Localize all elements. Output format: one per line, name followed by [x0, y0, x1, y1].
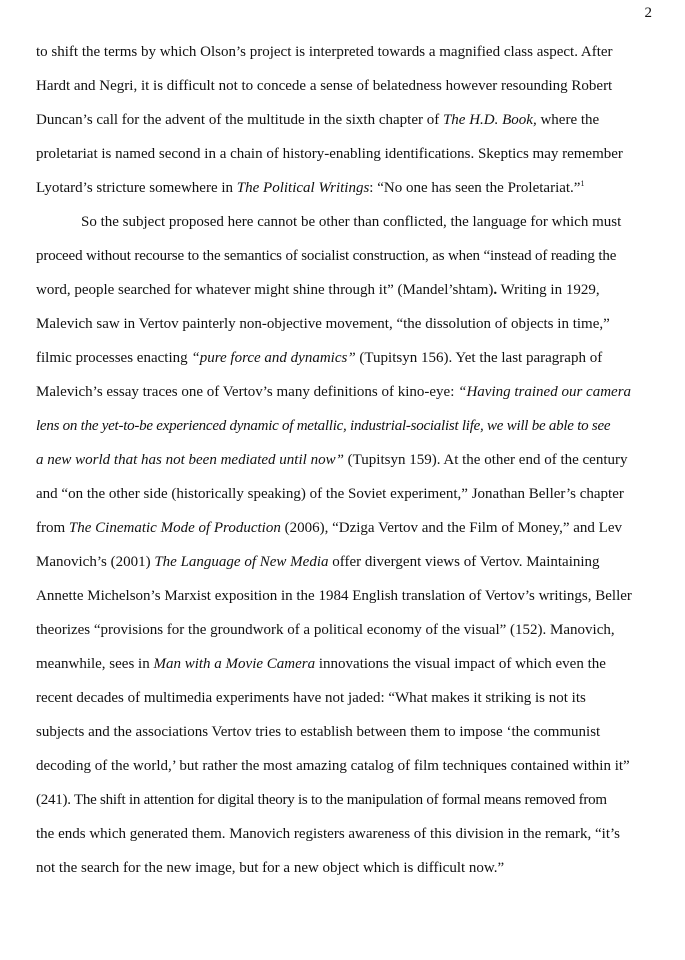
text-run: filmic processes enacting — [36, 350, 192, 366]
text-run: proceed without recourse to the semantics of socialist construction, as when “instead of reading the — [36, 248, 617, 264]
text-run: Malevich’s essay traces one of Vertov’s many definitions of kino-eye: — [36, 384, 459, 400]
text-run: Manovich’s (2001) — [36, 554, 155, 570]
text-line — [36, 103, 656, 137]
italic-text: The H.D. Book, — [442, 112, 537, 128]
body-text — [36, 35, 656, 885]
footnote-marker: 1 — [580, 179, 585, 188]
paragraph-first-line — [36, 205, 656, 239]
italic-text: “pure force and dynamics” — [191, 350, 356, 366]
text-run: word, people searched for whatever might shine through it” (Mandel’shtam) — [36, 282, 494, 298]
text-line — [36, 681, 656, 715]
italic-text: a new world that has not been mediated until now” — [36, 452, 344, 468]
text-line — [36, 171, 656, 205]
text-line — [36, 545, 656, 579]
italic-text: lens on the yet-to-be experienced dynamic of metallic, industrial-socialist life, we will be able to see — [36, 418, 611, 434]
text-run: not the search for the new image, but for a new object which is difficult now.” — [36, 860, 505, 876]
text-line — [36, 477, 656, 511]
text-run: from — [36, 520, 69, 536]
text-run: recent decades of multimedia experiments have not jaded: “What makes it striking is not its — [36, 690, 586, 706]
text-run: Duncan’s call for the advent of the multitude in the sixth chapter of — [36, 112, 443, 128]
text-line — [36, 613, 656, 647]
text-line — [36, 137, 656, 171]
italic-text: The Political Writings — [236, 180, 370, 196]
italic-text: The Cinematic Mode of Production — [68, 520, 281, 536]
text-line — [36, 443, 656, 477]
text-run: (Tupitsyn 156). Yet the last paragraph of — [355, 350, 603, 366]
text-line — [36, 35, 656, 69]
text-run: meanwhile, sees in — [36, 656, 154, 672]
text-run: and “on the other side (historically speaking) of the Soviet experiment,” Jonathan Beller’s chapter — [36, 486, 624, 502]
italic-text: The Language of New Media — [154, 554, 329, 570]
text-run: (Tupitsyn 159). At the other end of the century — [343, 452, 628, 468]
text-run: where the — [536, 112, 600, 128]
text-run: offer divergent views of Vertov. Maintaining — [328, 554, 600, 570]
text-line — [36, 511, 656, 545]
text-line — [36, 409, 656, 443]
text-run: theorizes “provisions for the groundwork of a political economy of the visual” (152). Manovich, — [36, 622, 615, 638]
text-run: innovations the visual impact of which even the — [315, 656, 606, 672]
text-line — [36, 647, 656, 681]
text-run: the ends which generated them. Manovich registers awareness of this division in the remark, “it’s — [36, 826, 621, 842]
italic-text: “Having trained our camera — [458, 384, 632, 400]
text-line — [36, 715, 656, 749]
text-run: Writing in 1929, — [497, 282, 600, 298]
italic-text: Man with a Movie Camera — [153, 656, 316, 672]
text-run: to shift the terms by which Olson’s project is interpreted towards a magnified class aspect. After — [36, 44, 613, 60]
bold-text: . — [493, 282, 498, 298]
text-run: Malevich saw in Vertov painterly non-objective movement, “the dissolution of objects in time,” — [36, 316, 610, 332]
text-line — [36, 239, 656, 273]
text-run: Annette Michelson’s Marxist exposition in the 1984 English translation of Vertov’s writings, Beller — [36, 588, 632, 604]
text-line — [36, 749, 656, 783]
text-run: Lyotard’s stricture somewhere in — [36, 180, 237, 196]
text-line — [36, 783, 656, 817]
text-line — [36, 851, 656, 885]
text-run: So the subject proposed here cannot be other than conflicted, the language for which must — [81, 214, 622, 230]
text-line — [36, 341, 656, 375]
text-run: decoding of the world,’ but rather the most amazing catalog of film techniques contained within it” — [36, 758, 630, 774]
text-run: : “No one has seen the Proletariat.” — [369, 180, 581, 196]
text-line — [36, 817, 656, 851]
text-run: Hardt and Negri, it is difficult not to concede a sense of belatedness however resounding Robert — [36, 78, 613, 94]
text-line — [36, 579, 656, 613]
page-number: 2 — [644, 5, 652, 21]
text-line — [36, 273, 656, 307]
text-run: (241). The shift in attention for digital theory is to the manipulation of formal means removed from — [36, 792, 607, 808]
text-line — [36, 307, 656, 341]
text-run: (2006), “Dziga Vertov and the Film of Money,” and Lev — [280, 520, 623, 536]
text-line — [36, 375, 656, 409]
text-run: proletariat is named second in a chain of history-enabling identifications. Skeptics may remember — [36, 146, 623, 162]
text-line — [36, 69, 656, 103]
text-run: subjects and the associations Vertov tries to establish between them to impose ‘the communist — [36, 724, 601, 740]
